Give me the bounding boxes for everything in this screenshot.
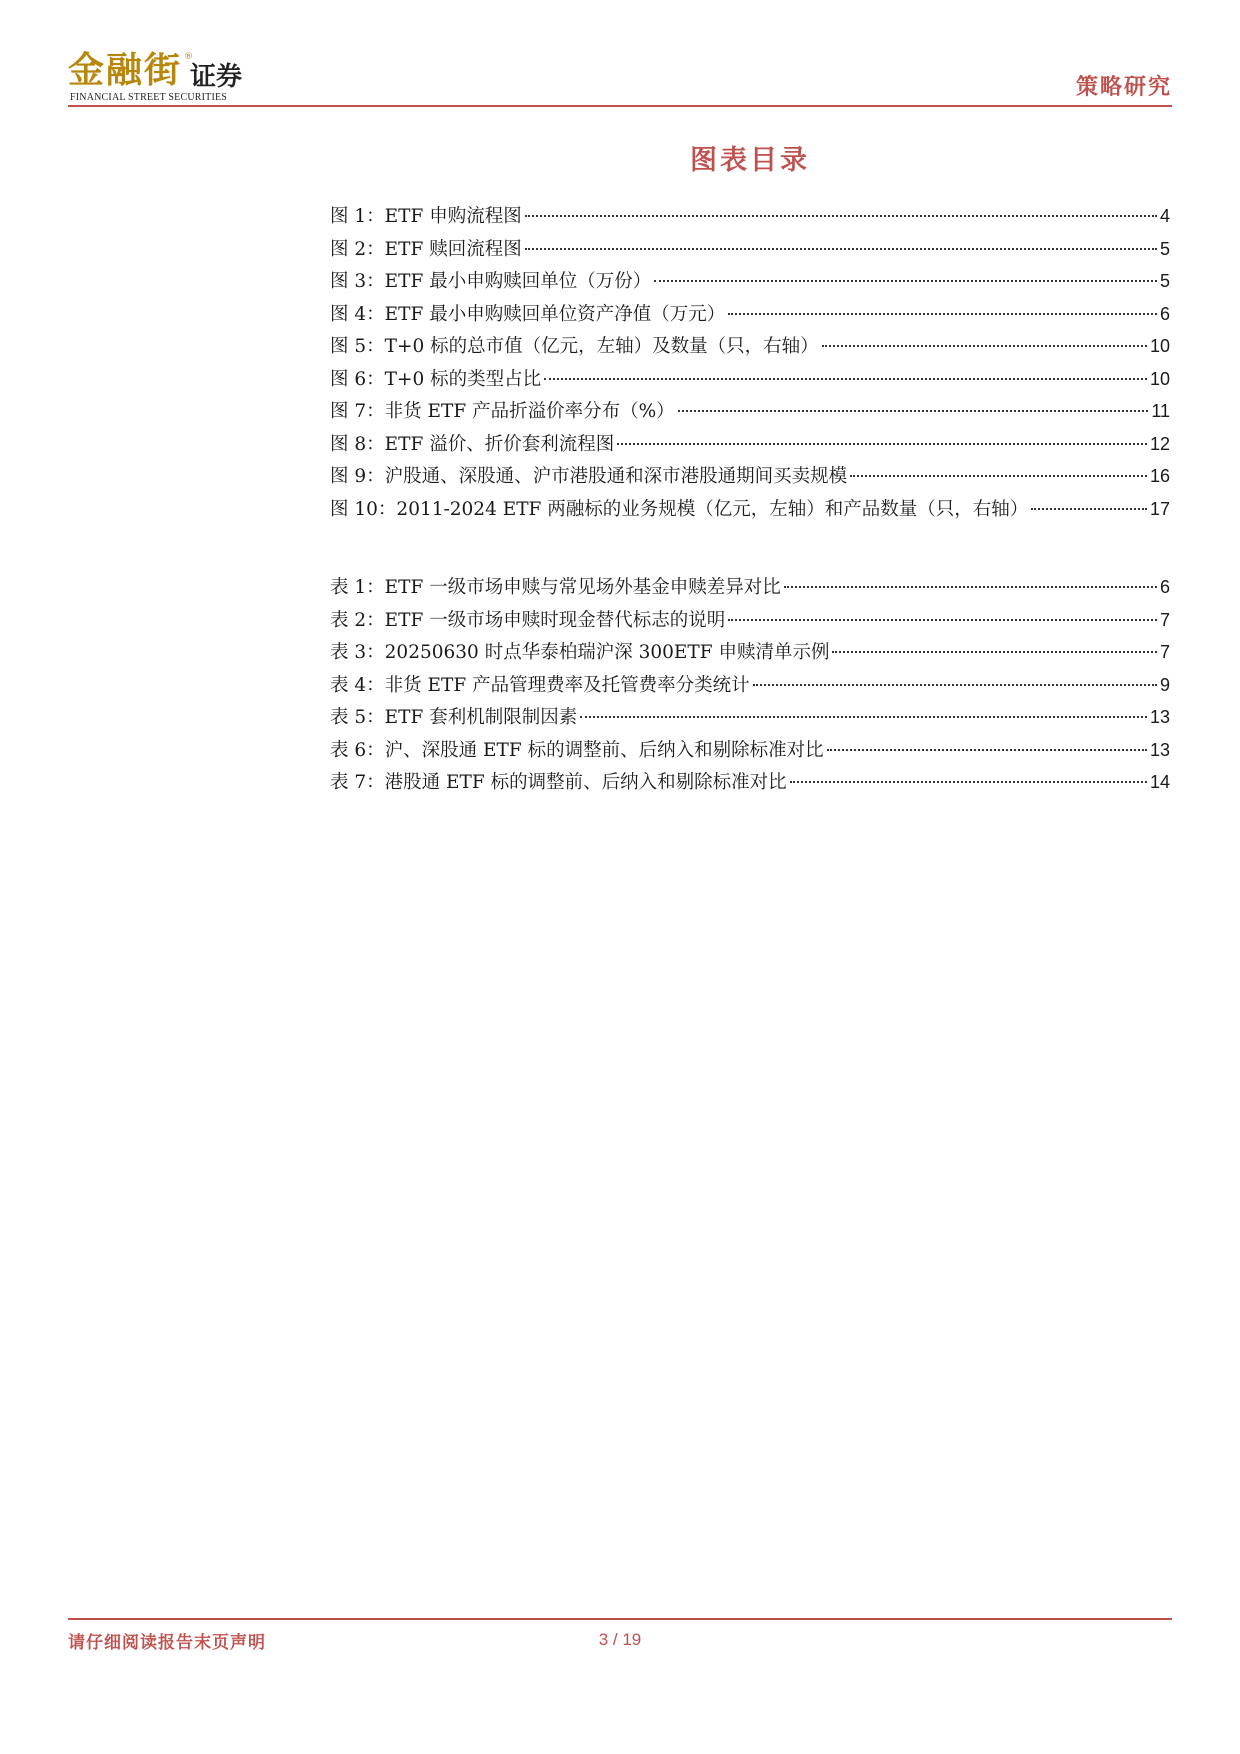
toc-entry[interactable]	[330, 365, 1170, 398]
toc-entry[interactable]	[330, 397, 1170, 430]
toc-entry[interactable]	[330, 703, 1170, 736]
toc-dot-leader	[850, 475, 1147, 477]
toc-entry-page[interactable]: 7	[1159, 609, 1170, 630]
toc-entry-page[interactable]: 9	[1159, 674, 1170, 695]
section-label: 策略研究	[1075, 74, 1172, 100]
toc-entry[interactable]	[330, 768, 1170, 801]
toc-dot-leader	[728, 313, 1157, 315]
toc-dot-leader	[1031, 508, 1147, 510]
toc-dot-leader	[832, 651, 1157, 653]
toc-entry-page[interactable]: 5	[1159, 238, 1170, 259]
toc-entry[interactable]	[330, 332, 1170, 365]
toc-entry-label[interactable]: 表 4：非货 ETF 产品管理费率及托管费率分类统计	[330, 674, 750, 696]
table-list	[330, 573, 1170, 801]
toc-entry-label[interactable]: 图 8：ETF 溢价、折价套利流程图	[330, 433, 615, 455]
toc-entry-label[interactable]: 图 1：ETF 申购流程图	[330, 206, 522, 227]
toc-dot-leader	[580, 716, 1147, 718]
company-logo	[68, 50, 268, 105]
toc-entry[interactable]	[330, 736, 1170, 769]
header-divider	[68, 105, 1172, 107]
toc-entry-label[interactable]: 表 2：ETF 一级市场申赎时现金替代标志的说明	[330, 609, 726, 631]
toc-dot-leader	[728, 619, 1157, 621]
toc-entry-label[interactable]: 图 10：2011-2024 ETF 两融标的业务规模（亿元，左轴）和产品数量（只，右轴）	[330, 498, 1029, 520]
toc-dot-leader	[822, 345, 1147, 347]
logo-english-name: FINANCIAL STREET SECURITIES	[70, 92, 228, 103]
toc-entry-label[interactable]: 图 7：非货 ETF 产品折溢价率分布（%）	[330, 401, 675, 422]
toc-entry[interactable]	[330, 300, 1170, 333]
toc-entry-label[interactable]: 图 2：ETF 赎回流程图	[330, 238, 522, 260]
toc-entry-label[interactable]: 表 7：港股通 ETF 标的调整前、后纳入和剔除标准对比	[330, 772, 787, 793]
toc-entry-page[interactable]: 14	[1149, 772, 1170, 792]
toc-dot-leader	[617, 443, 1147, 445]
footer-divider	[68, 1618, 1172, 1620]
toc-entry-page[interactable]: 5	[1159, 271, 1170, 291]
page-number: 3 / 19	[598, 1630, 642, 1649]
toc-dot-leader	[678, 410, 1149, 412]
toc-entry[interactable]	[330, 671, 1170, 704]
toc-entry[interactable]	[330, 430, 1170, 463]
toc-entry-page[interactable]: 11	[1151, 401, 1170, 421]
figure-list	[330, 202, 1170, 527]
toc-dot-leader	[654, 280, 1157, 282]
toc-entry-label[interactable]: 表 5：ETF 套利机制限制因素	[330, 707, 578, 728]
toc-entry-page[interactable]: 16	[1149, 466, 1170, 486]
page-title: 图表目录	[690, 145, 810, 176]
toc-entry[interactable]	[330, 638, 1170, 671]
toc-entry-page[interactable]: 6	[1159, 577, 1170, 597]
toc-entry-label[interactable]: 表 1：ETF 一级市场申赎与常见场外基金申赎差异对比	[330, 577, 781, 598]
toc-entry-label[interactable]: 图 3：ETF 最小申购赎回单位（万份）	[330, 271, 652, 292]
toc-entry-page[interactable]: 10	[1149, 336, 1170, 356]
toc-entry[interactable]	[330, 267, 1170, 300]
toc-entry[interactable]	[330, 235, 1170, 268]
toc-dot-leader	[790, 781, 1147, 783]
toc-entry[interactable]	[330, 573, 1170, 606]
logo-sub-text: 证券	[190, 62, 243, 92]
toc-entry-label[interactable]: 表 6：沪、深股通 ETF 标的调整前、后纳入和剔除标准对比	[330, 739, 824, 761]
toc-entry-label[interactable]: 图 4：ETF 最小申购赎回单位资产净值（万元）	[330, 303, 726, 325]
logo-main-text: 金融街	[68, 49, 183, 91]
toc-entry-page[interactable]: 4	[1159, 206, 1170, 226]
toc-entry[interactable]	[330, 606, 1170, 639]
toc-dot-leader	[525, 248, 1157, 250]
toc-dot-leader	[544, 378, 1147, 380]
toc-entry-page[interactable]: 6	[1159, 303, 1170, 324]
toc-dot-leader	[784, 586, 1157, 588]
toc-dot-leader	[753, 684, 1157, 686]
toc-entry[interactable]	[330, 495, 1170, 528]
footer-disclaimer: 请仔细阅读报告末页声明	[68, 1633, 266, 1653]
toc-entry[interactable]	[330, 202, 1170, 235]
toc-entry-page[interactable]: 12	[1149, 433, 1170, 454]
logo-registered-mark: ®	[184, 52, 193, 62]
toc-entry-page[interactable]: 13	[1149, 707, 1170, 727]
toc-dot-leader	[525, 215, 1157, 217]
toc-entry-page[interactable]: 10	[1149, 368, 1170, 389]
toc-entry-label[interactable]: 图 6：T+0 标的类型占比	[330, 368, 542, 390]
toc-entry-label[interactable]: 图 9：沪股通、深股通、沪市港股通和深市港股通期间买卖规模	[330, 466, 848, 487]
toc-entry[interactable]	[330, 462, 1170, 495]
toc-dot-leader	[827, 749, 1147, 751]
toc-entry-label[interactable]: 图 5：T+0 标的总市值（亿元，左轴）及数量（只，右轴）	[330, 336, 819, 357]
toc-entry-page[interactable]: 13	[1149, 739, 1170, 760]
toc-entry-label[interactable]: 表 3：20250630 时点华泰柏瑞沪深 300ETF 申赎清单示例	[330, 642, 830, 663]
toc-entry-page[interactable]: 17	[1149, 498, 1170, 519]
toc-entry-page[interactable]: 7	[1159, 642, 1170, 662]
